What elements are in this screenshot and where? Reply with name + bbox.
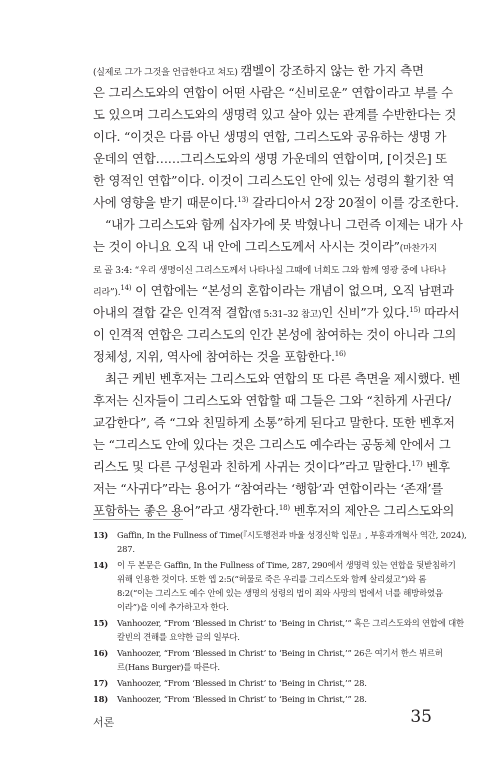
footnote <box>93 528 467 556</box>
line-text: 도 있으며 그리스도와의 생명력 있고 살아 있는 관계를 수반한다는 것 <box>93 107 457 122</box>
small-text: (실제로 그가 그것을 언급한다고 쳐도) <box>93 68 241 78</box>
small-text: (마찬가지 <box>399 244 438 254</box>
body-line <box>93 478 444 500</box>
body-line <box>93 346 433 368</box>
line-text: 포함하는 좋은 용어”라고 생각한다. <box>93 503 279 518</box>
footnote-text <box>117 646 443 674</box>
body-line <box>93 192 459 214</box>
line-text: 이 연합에는 “본성의 혼합이라는 개념이 없으며, 오직 남편과 <box>131 283 454 298</box>
body-line <box>93 368 461 390</box>
line-text: 교감한다”, 즉 “그와 친밀하게 소통”하게 된다고 말한다. 또한 벤후저 <box>93 415 455 430</box>
line-text: 아내의 결합 같은 인격적 결합 <box>93 305 250 320</box>
line-text: 한 영적인 연합”이다. 이것이 그리스도인 안에 있는 성령의 활기찬 역 <box>93 173 455 188</box>
body-line <box>93 456 450 478</box>
body-line <box>93 148 448 170</box>
footnote-number: 15) <box>93 618 109 628</box>
footnote-line: Vanhoozer, “From ‘Blessed in Christ’ to ‘Being in Christ,’” 28. <box>117 678 367 688</box>
footnote-number: 17) <box>93 678 109 688</box>
body-line <box>93 82 453 104</box>
body-line <box>93 302 460 324</box>
body-line <box>93 280 454 302</box>
footnote-line: Vanhoozer, “From ‘Blessed in Christ’ to ‘Being in Christ,’” 28. <box>117 694 367 704</box>
footnote-ref: 13) <box>237 195 249 204</box>
footnote-ref: 15) <box>409 305 421 314</box>
footnote-rule <box>93 519 183 520</box>
body-line <box>93 390 451 412</box>
line-text: 정체성, 지위, 역사에 참여하는 것을 포함한다. <box>93 349 335 364</box>
footnote-number: 16) <box>93 648 109 658</box>
footnote-line: 칼빈의 견해를 요약한 글의 일부다. <box>117 632 240 642</box>
body-line <box>93 236 438 258</box>
body-line <box>93 412 455 434</box>
footnote-line: 이라”)을 이에 추가하고자 한다. <box>117 602 229 612</box>
line-text: 은 그리스도와의 연합이 어떤 사람은 “신비로운” 연합이라고 부를 수 <box>93 85 453 100</box>
line-text: 운데의 연합……그리스도와의 생명 가운데의 연합이며, [이것은] 또 <box>93 151 448 166</box>
line-text: 리스도 및 다른 구성원과 친하게 사귀는 것이다”라고 말한다. <box>93 459 412 474</box>
line-text: 벤후저의 제안은 그리스도와의 <box>289 503 455 518</box>
line-text: 캠벨이 강조하지 않는 한 가지 측면 <box>240 63 424 78</box>
footnote-number: 13) <box>93 530 109 540</box>
line-text: 최근 케빈 벤후저는 그리스도와 연합의 또 다른 측면을 제시했다. 벤 <box>105 371 461 386</box>
body-line <box>93 324 457 346</box>
body-line <box>93 434 451 456</box>
body-line <box>93 258 447 280</box>
footnote-line: 르(Hans Burger)를 따른다. <box>117 662 220 672</box>
footnote <box>93 616 464 644</box>
body-line <box>93 126 447 148</box>
footnote-number: 14) <box>93 560 109 570</box>
footnote-line: 287. <box>117 544 135 554</box>
footnote-line: 8:2(“이는 그리스도 예수 안에 있는 생명의 성령의 법이 죄와 사망의 법에서 너를 해방하였음 <box>117 588 443 598</box>
footnote-text <box>117 692 443 706</box>
line-text: 갈라디아서 2장 20절이 이를 강조한다. <box>248 195 459 210</box>
page-number: 35 <box>410 707 432 727</box>
footnote-ref: 16) <box>334 349 346 358</box>
footnote-line: Vanhoozer, “From ‘Blessed in Christ’ to ‘Being in Christ,’” 26은 여기서 한스 뷔르허 <box>117 648 443 658</box>
footnote-line: 이 두 본문은 Gaffin, In the Fullness of Time, 287, 290에서 생명력 있는 연합을 뒷받침하기 <box>117 560 456 570</box>
body-line <box>93 60 433 82</box>
body-line <box>93 170 455 192</box>
line-text: 이다. “이것은 다름 아닌 생명의 연합, 그리스도와 공유하는 생명 가 <box>93 129 447 144</box>
line-text: 는 “그리스도 안에 있다는 것은 그리스도 예수라는 공동체 안에서 그 <box>93 437 451 452</box>
line-text: 인 신비”가 있다. <box>321 305 410 320</box>
small-text: 리라”). <box>93 288 121 298</box>
footnote-line: Gaffin, In the Fullness of Time(『시도행전과 바울 성경신학 입문』, 부흥과개혁사 역간, 2024), <box>117 530 467 540</box>
line-text: “내가 그리스도와 함께 십자가에 못 박혔나니 그런즉 이제는 내가 사 <box>105 217 463 232</box>
body-line <box>93 214 463 236</box>
body-text <box>93 60 463 522</box>
line-text: 후저는 신자들이 그리스도와 연합할 때 그들은 그와 “친하게 사귄다/ <box>93 393 451 408</box>
footnote-ref: 14) <box>120 283 132 292</box>
footnote-ref: 17) <box>411 459 423 468</box>
line-text: 저는 “사귀다”라는 용어가 “참여라는 ‘행함’과 연합이라는 ‘존재’를 <box>93 481 444 496</box>
running-footer-section: 서론 <box>93 716 115 729</box>
footnote <box>93 558 456 614</box>
line-text: 사에 영향을 받기 때문이다. <box>93 195 238 210</box>
footnote-ref: 18) <box>278 503 290 512</box>
body-line <box>93 104 457 126</box>
footnote-line: 위해 인용한 것이다. 또한 엡 2:5(“허물로 죽은 우리를 그리스도와 함께 살리셨고”)와 롬 <box>117 574 427 584</box>
footnote-text <box>117 616 464 644</box>
footnote-text <box>117 528 467 556</box>
line-text: 벤후 <box>422 459 450 474</box>
small-text: (엡 5:31–32 참고) <box>249 310 322 320</box>
small-text: 로 골 3:4: “우리 생명이신 그리스도께서 나타나실 그때에 너희도 그와 함께 영광 중에 나타나 <box>93 266 447 276</box>
footnote <box>93 646 443 674</box>
footnote-text <box>117 558 456 614</box>
footnote-text <box>117 676 443 690</box>
footnote-line: Vanhoozer, “From ‘Blessed in Christ’ to ‘Being in Christ,’” 혹은 그리스도와의 연합에 대한 <box>117 618 464 628</box>
line-text: 따라서 <box>420 305 460 320</box>
footnote-number: 18) <box>93 694 109 704</box>
footnote <box>93 676 443 690</box>
footnote <box>93 692 443 706</box>
line-text: 이 인격적 연합은 그리스도의 인간 본성에 참여하는 것이 아니라 그의 <box>93 327 457 342</box>
line-text: 는 것이 아니요 오직 내 안에 그리스도께서 사시는 것이라” <box>93 239 400 254</box>
footnotes <box>93 528 467 706</box>
